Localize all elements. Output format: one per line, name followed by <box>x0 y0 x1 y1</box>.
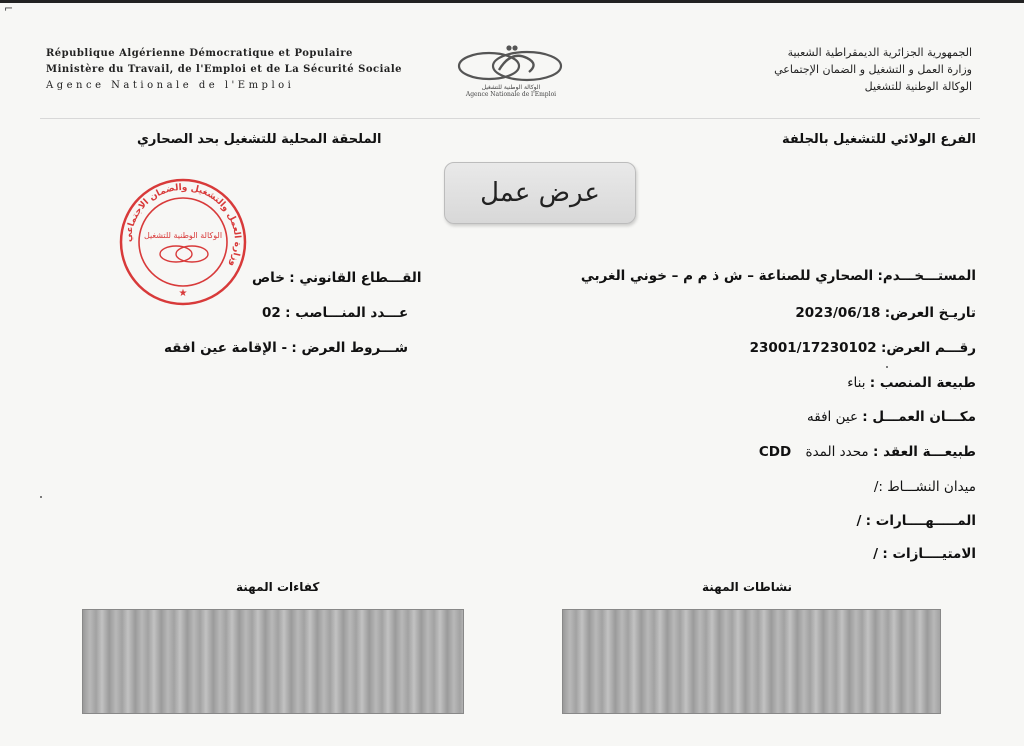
regional-branch: الفرع الولائي للتشغيل بالجلفة <box>782 132 976 147</box>
agency-logo-icon <box>451 40 571 86</box>
fr-header-line1: République Algérienne Démocratique et Populaire <box>46 48 353 59</box>
field-value: الصحاري للصناعة – ش ذ م م – خوني الغربي <box>580 268 874 284</box>
field-value: - الإقامة عين افقه <box>164 340 288 356</box>
field-label: رقـــم العرض: <box>880 340 976 356</box>
field-extra: CDD <box>758 444 792 460</box>
corner-mark-icon: ⌐ <box>4 2 14 15</box>
local-branch: الملحقة المحلية للتشغيل بحد الصحاري <box>137 132 382 147</box>
field-employer <box>581 268 976 284</box>
field-offer-date <box>795 305 976 321</box>
field-label: الامتيــــازات : <box>882 546 976 562</box>
field-positions-count <box>262 305 408 321</box>
field-position-nature <box>847 375 976 391</box>
field-label: طبيعـــة العقد : <box>872 444 976 460</box>
field-label: مكـــان العمـــل : <box>862 409 976 425</box>
ar-header-line1: الجمهورية الجزائرية الديمقراطية الشعبية <box>787 46 972 59</box>
field-value: 2023/06/18 <box>795 305 881 321</box>
field-value: / <box>856 513 862 529</box>
svg-text:★: ★ <box>178 288 188 299</box>
field-skills <box>856 513 976 529</box>
field-label: طبيعة المنصب : <box>869 375 976 391</box>
field-legal-sector <box>252 270 422 286</box>
field-label: شـــروط العرض : <box>291 340 408 356</box>
speck <box>886 366 888 368</box>
field-label: تاريـخ العرض: <box>884 305 976 321</box>
field-label: المـــــهــــارات : <box>865 513 976 529</box>
field-label: عـــدد المنـــاصب : <box>285 305 409 321</box>
field-label: ميدان النشـــاط :/ <box>873 479 976 495</box>
ar-header-line2: وزارة العمل و التشغيل و الضمان الإجتماعي <box>774 63 972 76</box>
field-benefits <box>873 546 976 562</box>
ar-header-line3: الوكالة الوطنية للتشغيل <box>864 80 972 93</box>
activities-redacted-box <box>562 609 941 714</box>
official-stamp-icon <box>114 178 252 306</box>
field-contract-type <box>759 444 976 460</box>
field-label: القـــطاع القانوني : <box>289 270 422 286</box>
field-value: / <box>873 546 879 562</box>
field-value: عين افقه <box>807 409 858 425</box>
section-competencies-label: كفاءات المهنة <box>236 580 320 594</box>
competencies-redacted-box <box>82 609 464 714</box>
arabic-header <box>572 44 972 95</box>
field-value: محدد المدة <box>805 444 869 460</box>
field-work-location <box>807 409 976 425</box>
logo-caption-ar: الوكالة الوطنية للتشغيل <box>481 84 541 91</box>
document-title: عرض عمل <box>444 162 636 224</box>
field-value: 02 <box>262 305 281 321</box>
fr-header-line2: Ministère du Travail, de l'Emploi et de La Sécurité Sociale <box>46 64 403 75</box>
stamp-inner-text: الوكالة الوطنية للتشغيل <box>143 231 223 240</box>
section-activities-label: نشاطات المهنة <box>702 580 793 594</box>
header-divider <box>40 118 980 119</box>
agency-logo <box>446 40 576 110</box>
field-value: 23001/17230102 <box>749 340 877 356</box>
french-header <box>46 46 426 94</box>
top-border <box>0 0 1024 3</box>
field-offer-number <box>750 340 976 356</box>
speck <box>40 496 42 498</box>
logo-caption-fr: Agence Nationale de l'Emploi <box>465 91 557 98</box>
field-activity-domain <box>874 479 976 495</box>
field-offer-conditions <box>164 340 408 356</box>
field-label: المستـــخـــدم: <box>877 268 976 284</box>
field-value: خاص <box>252 270 285 286</box>
fr-header-line3: Agence Nationale de l'Emploi <box>46 80 295 91</box>
stamp-ring-text: وزارة العمل والتشغيل والضمان الاجتماعي <box>123 182 243 269</box>
field-value: بناء <box>847 375 866 391</box>
